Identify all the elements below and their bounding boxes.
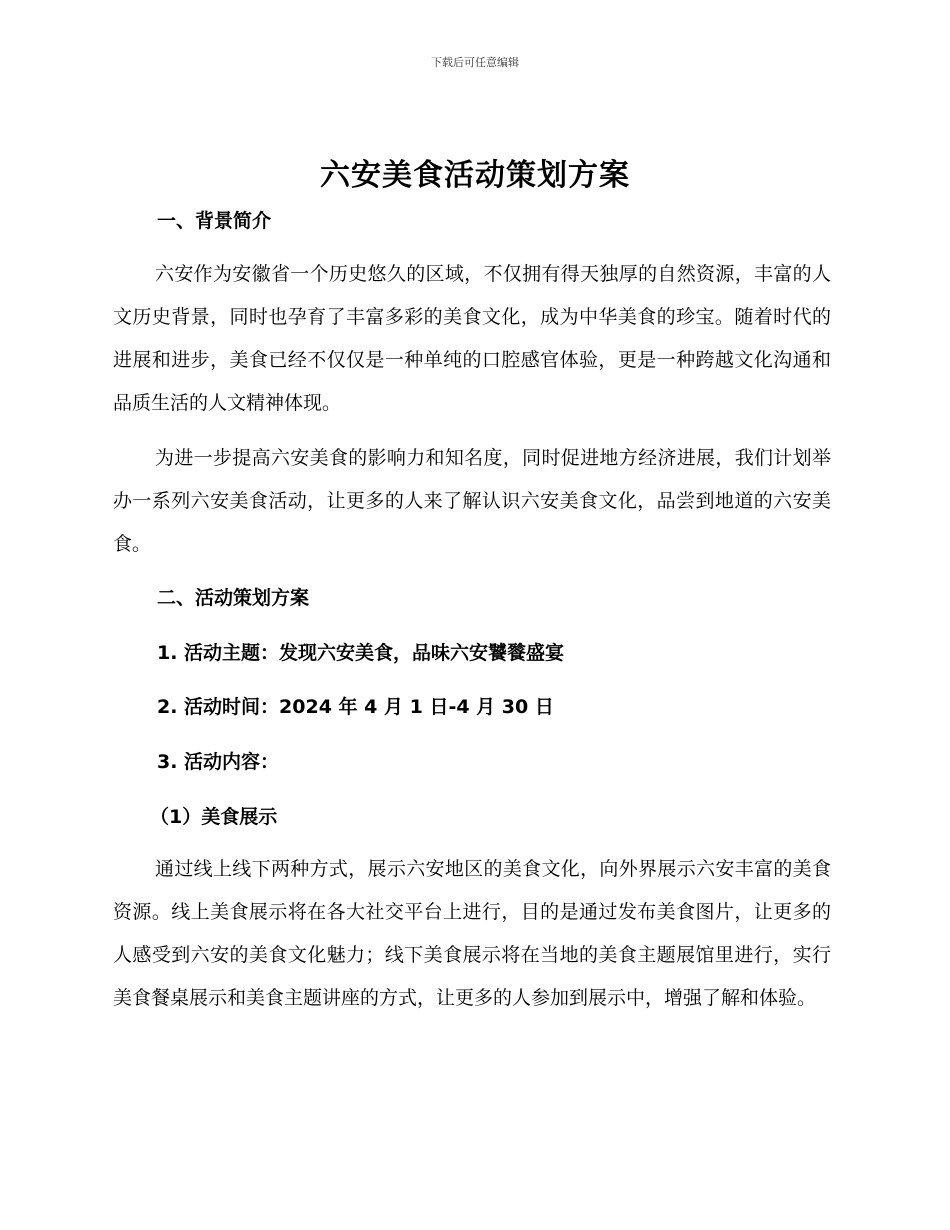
item-activity-time: 2. 活动时间：2024 年 4 月 1 日-4 月 30 日 [157,696,554,718]
subheading-food-display: （1）美食展示 [150,806,278,828]
paragraph-food-display: 通过线上线下两种方式，展示六安地区的美食文化，向外界展示六安丰富的美食资源。线上美食展示将在各大社交平台上进行，目的是通过发布美食图片，让更多的人感受到六安的美食文化魅力；线下美食展示将在当地的美食主题展馆里进行，实行美食餐桌展示和美食主题讲座的方式，让更多的人参加到展示中，增强了解和体验。 [113,858,831,1009]
page-header-note: 下载后可任意编辑 [431,56,519,69]
document-title: 六安美食活动策划方案 [320,158,630,193]
paragraph-background-1: 六安作为安徽省一个历史悠久的区域，不仅拥有得天独厚的自然资源，丰富的人文历史背景，同时也孕育了丰富多彩的美食文化，成为中华美食的珍宝。随着时代的进展和进步，美食已经不仅仅是一种单纯的口腔感官体验，更是一种跨越文化沟通和品质生活的人文精神体现。 [113,263,831,414]
paragraph-background-2: 为进一步提高六安美食的影响力和知名度，同时促进地方经济进展，我们计划举办一系列六安美食活动，让更多的人来了解认识六安美食文化，品尝到地道的六安美食。 [113,447,831,555]
section-heading-background: 一、背景简介 [157,210,272,232]
section-heading-plan: 二、活动策划方案 [157,587,310,609]
item-activity-content: 3. 活动内容： [157,751,280,773]
item-activity-theme: 1. 活动主题：发现六安美食，品味六安饕餮盛宴 [157,642,565,664]
